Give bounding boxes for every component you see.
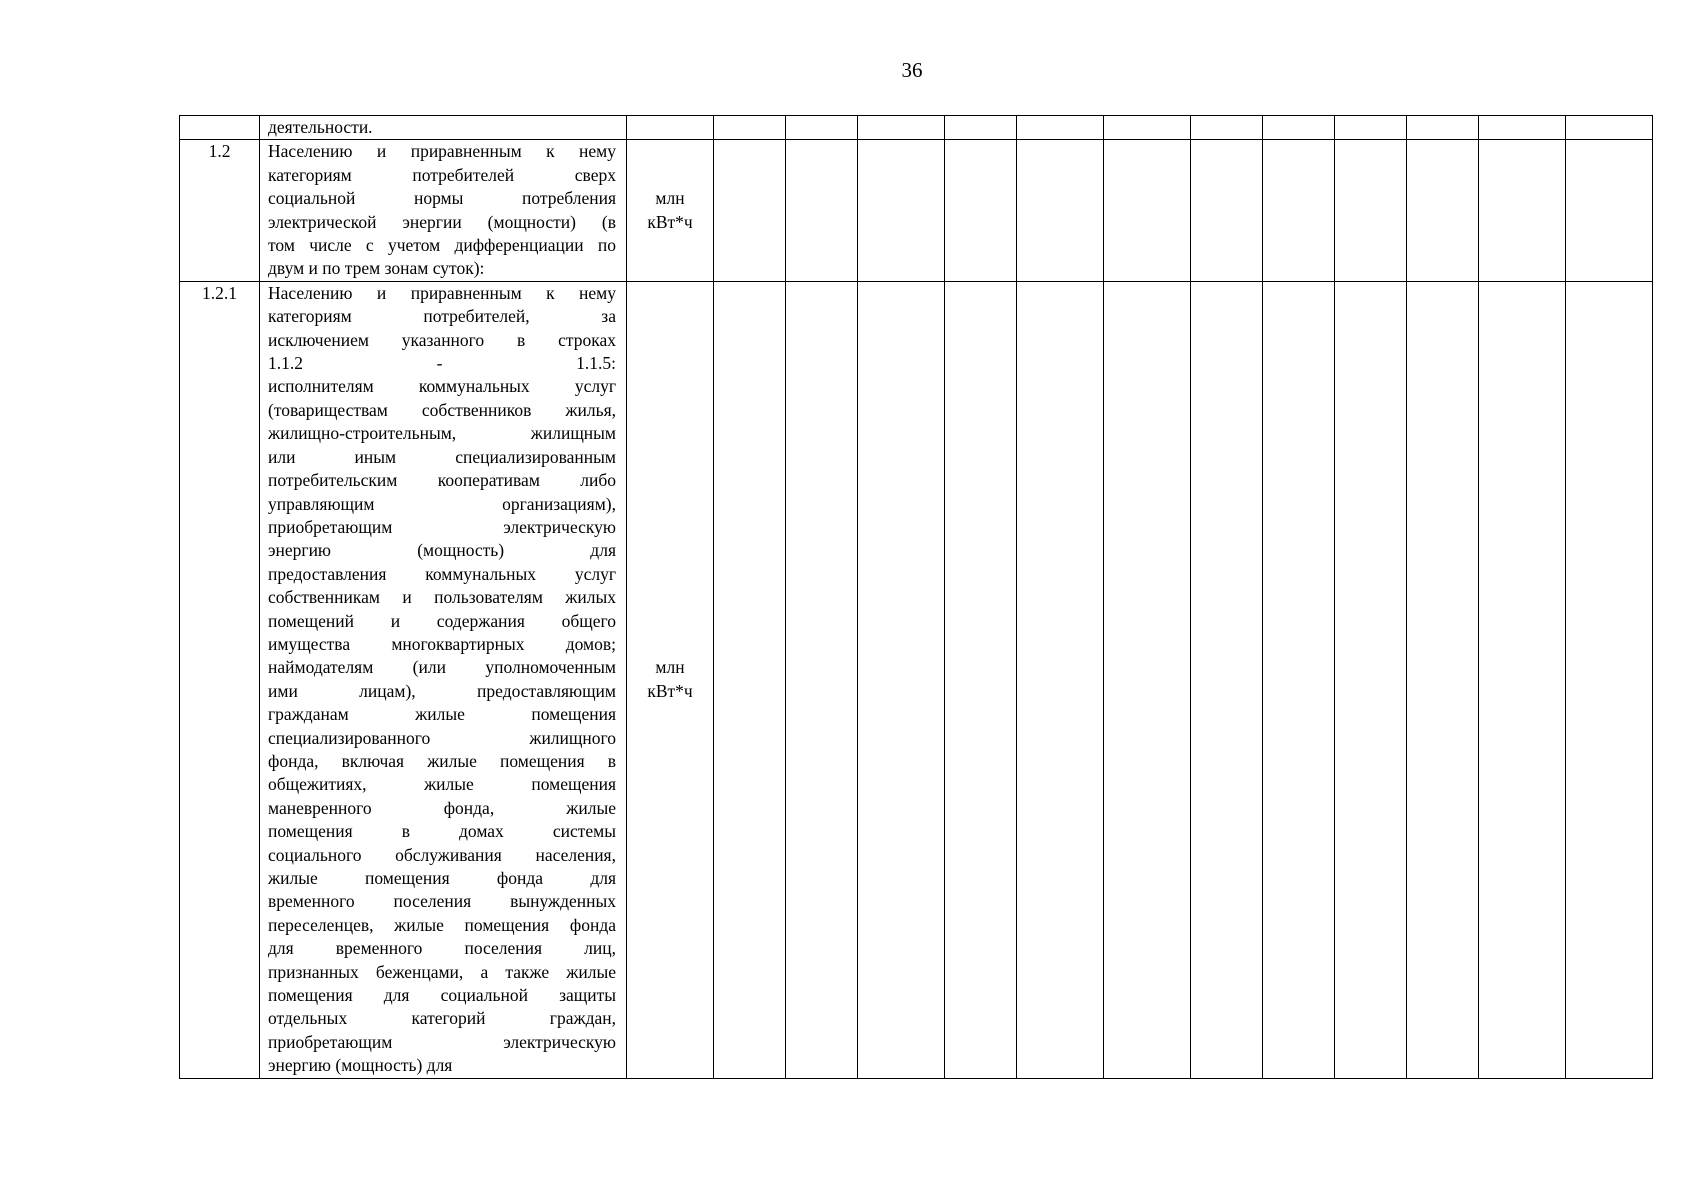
table-row [180, 116, 1653, 140]
description-line: 1.1.2 - 1.1.5: [268, 353, 616, 374]
value-cell [1263, 116, 1335, 140]
row-description [260, 281, 627, 1078]
description-line: для временного поселения лиц, [268, 938, 616, 959]
row-unit [627, 116, 714, 140]
row-number: 1.2 [180, 140, 260, 281]
description-line: жилые помещения фонда для [268, 868, 616, 888]
description-line: специализированного жилищного [268, 727, 616, 748]
unit-label: млн кВт*ч [647, 657, 693, 701]
page-number: 36 [901, 58, 923, 82]
description-line: общежитиях, жилые помещения [268, 774, 616, 795]
description-line: Населению и приравненным к нему [268, 141, 616, 162]
description-line: двум и по трем зонам суток): [268, 258, 485, 279]
value-cell [1479, 281, 1566, 1078]
description-line: категориям потребителей сверх [268, 164, 616, 185]
description-line: отдельных категорий граждан, [268, 1008, 616, 1029]
value-cell [1479, 116, 1566, 140]
value-cell [1407, 140, 1479, 281]
value-cell [858, 281, 945, 1078]
description-line: приобретающим электрическую [268, 516, 616, 537]
value-cell [1566, 116, 1653, 140]
description-line: энергию (мощность) для [268, 1055, 453, 1076]
description-line: предоставления коммунальных услуг [268, 563, 616, 584]
description-line: помещений и содержания общего [268, 610, 616, 631]
value-cell [1191, 281, 1263, 1078]
value-cell [1335, 116, 1407, 140]
row-number: 1.2.1 [180, 281, 260, 1078]
description-line: переселенцев, жилые помещения фонда [268, 914, 616, 935]
description-line: признанных беженцами, а также жилые [268, 961, 616, 982]
value-cell [714, 281, 786, 1078]
description-line: помещения для социальной защиты [268, 985, 616, 1006]
description-line: исполнителям коммунальных услуг [268, 376, 616, 397]
value-cell [714, 116, 786, 140]
value-cell [1017, 140, 1104, 281]
description-line: электрической энергии (мощности) (в [268, 211, 616, 232]
value-cell [945, 281, 1017, 1078]
description-line: потребительским кооперативам либо [268, 470, 616, 491]
value-cell [1566, 140, 1653, 281]
description-line: фонда, включая жилые помещения в [268, 750, 616, 771]
value-cell [1407, 281, 1479, 1078]
row-unit [627, 281, 714, 1078]
description-line: временного поселения вынужденных [268, 891, 616, 912]
value-cell [1191, 140, 1263, 281]
row-number [180, 116, 260, 140]
description-line: исключением указанного в строках [268, 329, 616, 350]
description-line: деятельности. [268, 117, 373, 137]
description-line: жилищно-строительным, жилищным [268, 423, 616, 444]
description-line: управляющим организациям), [268, 493, 616, 514]
value-cell [1566, 281, 1653, 1078]
value-cell [1104, 116, 1191, 140]
description-line: маневренного фонда, жилые [268, 797, 616, 818]
value-cell [1104, 140, 1191, 281]
description-line: Населению и приравненным к нему [268, 282, 616, 303]
description-line: социальной нормы потребления [268, 188, 616, 209]
description-line: приобретающим электрическую [268, 1031, 616, 1052]
value-cell [1017, 116, 1104, 140]
value-cell [1407, 116, 1479, 140]
value-cell [945, 116, 1017, 140]
value-cell [1263, 281, 1335, 1078]
value-cell [786, 140, 858, 281]
table-row [180, 281, 1653, 1078]
value-cell [786, 116, 858, 140]
description-line: том числе с учетом дифференциации по [268, 235, 616, 256]
row-description [260, 116, 627, 140]
description-line: собственникам и пользователям жилых [268, 587, 616, 608]
value-cell [1479, 140, 1566, 281]
description-line: социального обслуживания населения, [268, 844, 616, 865]
value-cell [945, 140, 1017, 281]
description-line: наймодателям (или уполномоченным [268, 657, 616, 678]
row-unit [627, 140, 714, 281]
description-line: ими лицам), предоставляющим [268, 680, 616, 701]
description-line: имущества многоквартирных домов; [268, 633, 616, 654]
value-cell [858, 140, 945, 281]
value-cell [714, 140, 786, 281]
row-description [260, 140, 627, 281]
value-cell [1263, 140, 1335, 281]
description-line: гражданам жилые помещения [268, 704, 616, 725]
value-cell [1335, 140, 1407, 281]
tariff-table [179, 115, 1653, 1079]
value-cell [1191, 116, 1263, 140]
table-row [180, 140, 1653, 281]
unit-label: млн кВт*ч [647, 188, 693, 232]
description-line: категориям потребителей, за [268, 306, 616, 327]
value-cell [1335, 281, 1407, 1078]
value-cell [1017, 281, 1104, 1078]
value-cell [858, 116, 945, 140]
description-line: помещения в домах системы [268, 821, 616, 842]
description-line: энергию (мощность) для [268, 540, 616, 561]
value-cell [1104, 281, 1191, 1078]
description-line: или иным специализированным [268, 446, 616, 467]
description-line: (товариществам собственников жилья, [268, 399, 616, 420]
value-cell [786, 281, 858, 1078]
